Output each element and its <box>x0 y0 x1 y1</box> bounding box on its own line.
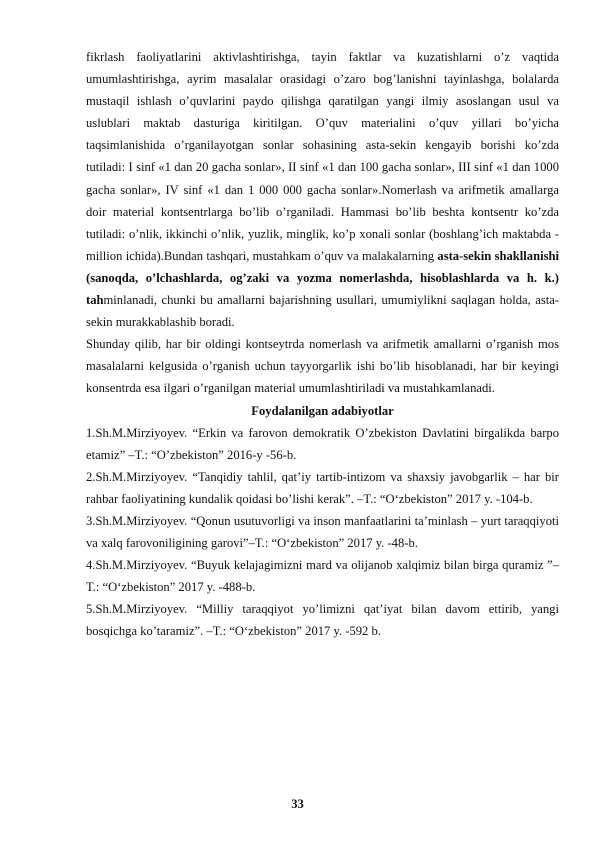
paragraph-1-text-c: minlanadi, chunki bu amallarni bajarishning usullari, umumiylikni saqlagan holda, asta-sekin murakkablashib boradi. <box>86 293 559 330</box>
body-paragraph-1 <box>86 46 559 333</box>
reference-item-5: 5.Sh.M.Mirziyoyev. “Milliy taraqqiyot yo’limizni qat’iyat bilan davom ettirib, yangi bosqichga ko’taramiz”. –T.: “O‘zbekiston” 2017 y. -592 b. <box>86 602 559 639</box>
reference-item-1: 1.Sh.M.Mirziyoyev. “Erkin va farovon demokratik O’zbekiston Davlatini birgalikda barpo etamiz” –T.: “O’zbekiston” 2016-y -56-b. <box>86 425 559 462</box>
reference-item-2: 2.Sh.M.Mirziyoyev. “Tanqidiy tahlil, qat’iy tartib-intizom va shaxsiy javobgarlik – har bir rahbar faoliyatining kundalik qoidasi bo’lishi kerak”. –T.: “O‘zbekiston” 2017 y. -104-b. <box>86 469 559 506</box>
paragraph-1-text-a: fikrlash faoliyatlarini aktivlashtirishga, tayin faktlar va kuzatishlarni o’z vaqtida umumlashtirishga, ayrim masalalar orasidagi o’zaro bog’lanishni tayinlashga, bolalarda mustaqil ishlash o’quvlarini paydo qilishga qaratilgan yangi ilmiy asoslangan usul va uslublari maktab dasturiga kiritilgan. O’quv materialini o’quv yillari bo’yicha taqsimlanishida o’rganilayotgan sonlar sohasining asta-sekin kengayib borishi ko’zda tutiladi: I sinf «1 dan 20 gacha sonlar», II sinf «1 dan 100 gacha sonlar», III sinf «1 dan 1000 gacha sonlar», IV sinf «1 dan 1 000 000 gacha sonlar».Nomerlash va arifmetik amallarga doir material kontsentrlarga bo’lib o’rganiladi. Hammasi bo’lib beshta kontsentr ko’zda tutiladi: o’nlik, ikkinchi o’nlik, yuzlik, minglik, ko’p xonali sonlar (boshlang’ich maktabda - million ichida).Bundan tashqari, mustahkam o’quv va malakalarning <box>86 50 559 263</box>
body-paragraph-2: Shunday qilib, har bir oldingi kontseytrda nomerlash va arifmetik amallarni o’rganish mos masalalarni kelgusida o’rganish uchun tayyorgarlik ishi bo’lib hisoblanadi, har bir keyingi konsentrda esa ilgari o’rganilgan material umumlashtiriladi va mustahkamlanadi. <box>86 337 559 396</box>
reference-item-4: 4.Sh.M.Mirziyoyev. “Buyuk kelajagimizni mard va olijanob xalqimiz bilan birga quramiz ”–T.: “O‘zbekiston” 2017 y. -488-b. <box>86 558 559 595</box>
page-number: 33 <box>291 797 304 811</box>
reference-item-3: 3.Sh.M.Mirziyoyev. “Qonun usutuvorligi va inson manfaatlarini ta’minlash – yurt taraqqiyoti va xalq farovoniligining garovi”–T.: “O‘zbekiston” 2017 y. -48-b. <box>86 513 559 551</box>
paragraph-1-bold-text: asta-sekin shakllanishi (sanoqda, o’lchashlarda, og’zaki va yozma nomerlashda, hisoblashlarda va h. k.) tah <box>86 248 560 308</box>
references-heading: Foydalanilgan adabiyotlar <box>251 403 394 418</box>
page-content <box>86 46 559 643</box>
